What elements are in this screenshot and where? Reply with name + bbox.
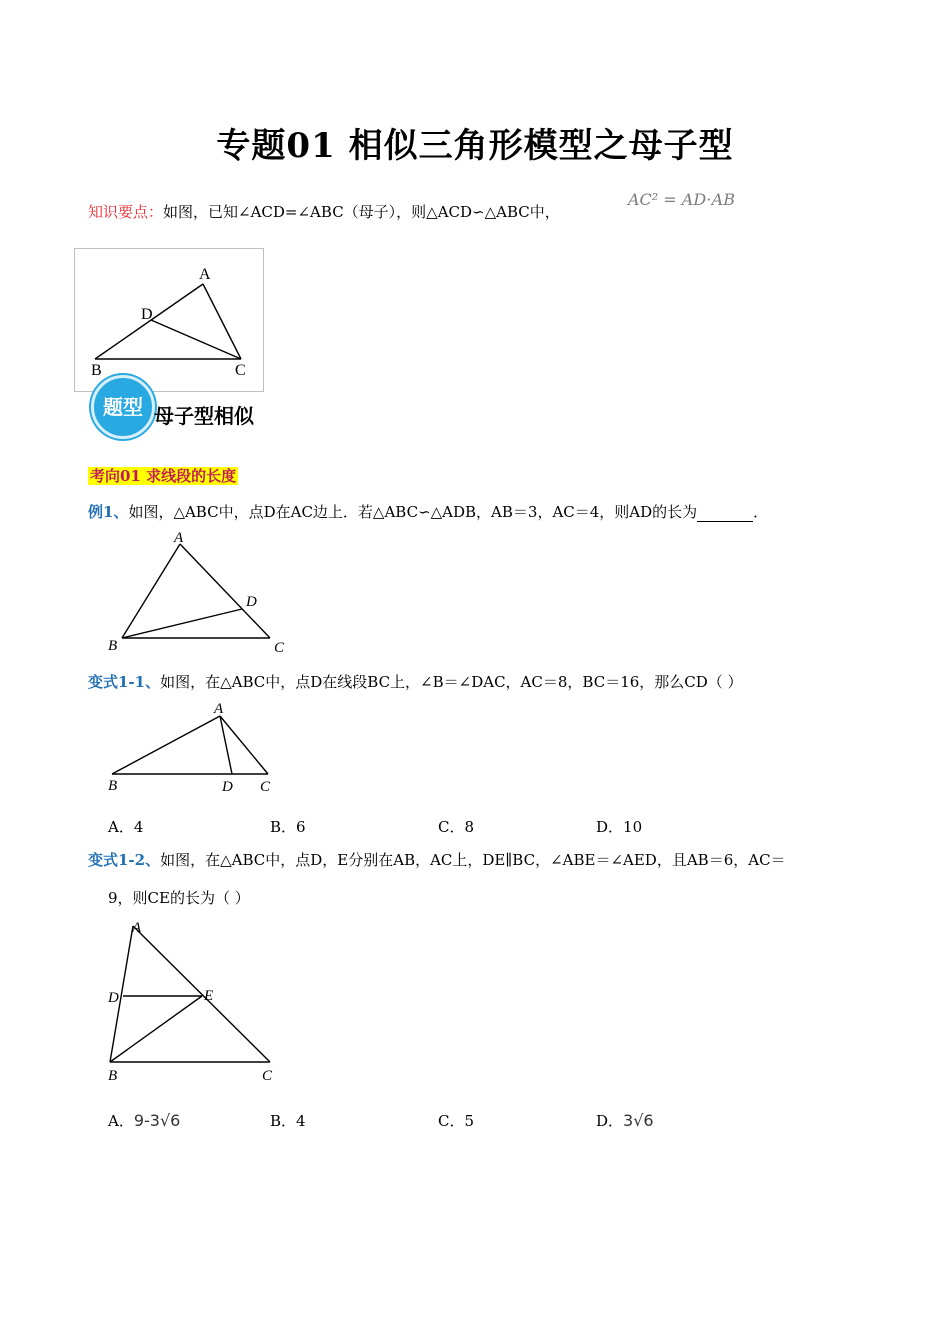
var12-option-d-math: 3√6	[623, 1111, 654, 1130]
label-d: D	[222, 779, 233, 795]
label-b: B	[108, 638, 118, 654]
topic-badge	[91, 375, 155, 439]
var12-figure	[100, 914, 290, 1090]
var12-option-a-math: 9-3√6	[133, 1111, 181, 1130]
label-d: D	[246, 594, 257, 610]
figure-mother-child	[75, 249, 263, 391]
var12-option-a-label: A．	[108, 1112, 134, 1130]
var11-option-a[interactable]: A．4	[108, 818, 144, 836]
var11-option-c[interactable]: C．8	[438, 818, 475, 836]
example1-line	[88, 502, 768, 522]
kaoxiang-line	[88, 466, 238, 486]
var12-text1: 如图，在△ABC中，点D，E分别在AB，AC上，DE∥BC，∠ABE＝∠AED，且AB＝6，AC＝	[160, 851, 786, 869]
label-c: C	[235, 362, 246, 379]
segment-ac	[220, 716, 268, 774]
var12-option-d-label: D．	[596, 1112, 624, 1130]
label-d: D	[108, 990, 119, 1006]
var12-option-b[interactable]: B．4	[270, 1112, 306, 1130]
segment-be	[110, 996, 202, 1062]
var11-label: 变式1-1、	[88, 673, 161, 691]
label-b: B	[108, 1068, 118, 1084]
label-a: A	[214, 701, 224, 717]
var12-text2: 9，则CE的长为（ ）	[108, 889, 250, 907]
knowledge-formula: AC² = AD⋅AB	[628, 190, 735, 209]
segment-ac	[133, 926, 270, 1062]
segment-bd	[122, 609, 242, 638]
segment-ac	[180, 544, 270, 638]
label-a: A	[199, 266, 211, 283]
page-title: 专题01 相似三角形模型之母子型	[216, 126, 734, 166]
var11-option-d[interactable]: D．10	[596, 818, 643, 836]
figure-frame	[74, 248, 264, 392]
example1-label: 例1、	[88, 503, 129, 521]
var12-line1	[88, 850, 786, 870]
topic-badge-text: 题型	[103, 395, 143, 419]
knowledge-text: 如图，已知∠ACD=∠ABC（母子），则△ACD∽△ABC中，	[163, 203, 560, 221]
var11-line	[88, 672, 743, 692]
section-heading: 母子型相似	[154, 404, 254, 428]
segment-ba	[122, 544, 180, 638]
label-a: A	[174, 530, 184, 546]
label-c: C	[260, 779, 271, 795]
label-b: B	[91, 362, 102, 379]
label-b: B	[108, 778, 118, 794]
var11-figure	[100, 698, 290, 798]
label-e: E	[204, 988, 214, 1004]
var12-option-a[interactable]	[108, 1110, 180, 1131]
segment-ad	[220, 716, 232, 774]
label-c: C	[262, 1068, 273, 1084]
knowledge-line	[88, 202, 560, 222]
kaoxiang-label: 考向01 求线段的长度	[90, 467, 237, 485]
label-a: A	[132, 920, 142, 936]
segment-dc	[151, 320, 241, 359]
segment-ac	[203, 284, 241, 359]
example1-text: 如图，△ABC中，点D在AC边上．若△ABC∽△ADB，AB＝3，AC＝4，则AD的长为	[128, 503, 698, 521]
example1-tail: ．	[753, 503, 769, 521]
knowledge-label: 知识要点：	[88, 203, 164, 221]
segment-ba	[112, 716, 220, 774]
var11-option-b[interactable]: B．6	[270, 818, 306, 836]
label-d: D	[141, 306, 153, 323]
example1-figure	[100, 528, 300, 658]
var11-text: 如图，在△ABC中，点D在线段BC上，∠B＝∠DAC，AC＝8，BC＝16，那么CD（ ）	[160, 673, 743, 691]
answer-blank[interactable]	[697, 507, 753, 522]
label-c: C	[274, 640, 285, 656]
var12-option-c[interactable]: C．5	[438, 1112, 475, 1130]
var12-label: 变式1-2、	[88, 851, 161, 869]
var12-option-d[interactable]	[596, 1110, 654, 1131]
